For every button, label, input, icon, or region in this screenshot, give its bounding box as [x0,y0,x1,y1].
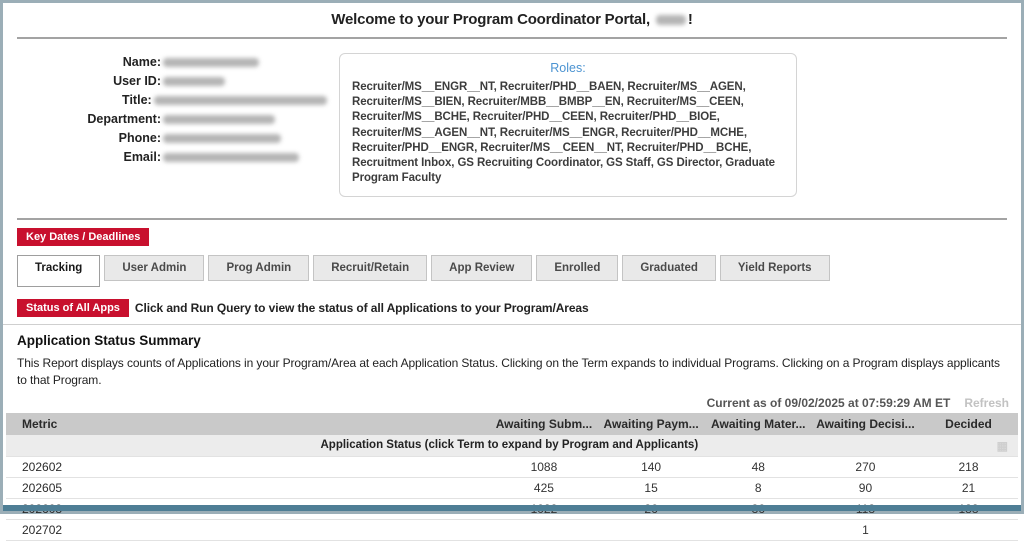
cell-value: 1 [812,519,919,540]
table-row [6,456,1018,477]
profile-row-department [55,110,327,129]
table-row [6,477,1018,498]
profile-row-phone [55,129,327,148]
redacted-userid-value [163,77,225,86]
phone-label: Phone: [118,131,161,145]
term-202605-link[interactable]: 202605 [6,477,490,498]
profile-row-userid [55,72,327,91]
roles-list: Recruiter/MS__ENGR__NT, Recruiter/PHD__BAEN, Recruiter/MS__AGEN, Recruiter/MS__BIEN, Recruiter/MBB__BMBP__EN, Recruiter/MS__CEEN, Recruiter/MS__BCHE, Recruiter/PHD__CEEN, Recruiter/PHD__BIOE, Recruiter/MS__AGEN__NT, Recruiter/MS__ENGR, Recruiter/PHD__MCHE, Recruiter/PHD__ENGR, Recruiter/MS__CEEN__NT, Recruiter/PHD__BCHE, Recruitment Inbox, GS Recruiting Coordinator, GS Staff, GS Director, Graduate Program Faculty [352,81,775,185]
cell-value: 218 [919,456,1018,477]
status-of-all-apps-button[interactable]: Status of All Apps [17,299,129,317]
tab-prog-admin[interactable]: Prog Admin [208,255,309,281]
application-status-section-label [6,435,1018,456]
profile-row-title [55,91,327,110]
col-awaiting-payment: Awaiting Paym... [598,413,705,435]
profile-row-name [55,53,327,72]
tab-recruit-retain[interactable]: Recruit/Retain [313,255,427,281]
refresh-link[interactable]: Refresh [964,396,1009,411]
tab-tracking[interactable]: Tracking [17,255,100,287]
status-of-all-apps-row [17,299,1021,317]
tab-bar [17,255,1021,290]
report-description: This Report displays counts of Applications in your Program/Area at each Application Status. Clicking on the Term expands to individual Programs. Clicking on a Program displays applicants to that Program. [17,356,1000,387]
tab-yield-reports[interactable]: Yield Reports [720,255,830,281]
term-202702-link[interactable]: 202702 [6,519,490,540]
cell-value [490,519,597,540]
cell-value: 425 [490,477,597,498]
redacted-name-value [163,58,259,67]
current-as-of-timestamp: Current as of 09/02/2025 at 07:59:29 AM ET [706,396,951,411]
tab-enrolled[interactable]: Enrolled [536,255,618,281]
section-label-text: Application Status (click Term to expand by Program and Applicants) [320,438,699,451]
email-label: Email: [123,150,161,164]
cell-value: 1088 [490,456,597,477]
redacted-email-value [163,153,299,162]
grid-icon[interactable]: ▦ [996,438,1008,453]
tab-user-admin[interactable]: User Admin [104,255,204,281]
col-decided: Decided [919,413,1018,435]
cell-value: 270 [812,456,919,477]
page-title-exclaim: ! [687,11,693,28]
redacted-title-value [154,96,327,105]
user-info-section [55,53,1021,197]
refresh-row [17,396,1009,410]
cell-value: 140 [598,456,705,477]
profile-fields [55,53,327,197]
application-status-summary-title: Application Status Summary [17,333,201,349]
cell-value: 15 [598,477,705,498]
cell-value: 8 [705,477,812,498]
cell-value [598,519,705,540]
status-divider [3,324,1021,325]
cell-value: 48 [705,456,812,477]
page-title-text: Welcome to your Program Coordinator Portal, [331,11,650,28]
page-title [3,3,1021,28]
section-divider [17,218,1007,220]
key-dates-deadlines-button[interactable]: Key Dates / Deadlines [17,228,149,246]
cell-value: 21 [919,477,1018,498]
status-of-all-apps-hint: Click and Run Query to view the status of all Applications to your Program/Areas [134,301,589,316]
tab-app-review[interactable]: App Review [431,255,532,281]
userid-label: User ID: [113,74,161,88]
roles-heading: Roles: [550,61,586,75]
table-row [6,519,1018,540]
application-status-table [6,413,1018,541]
footer-bar [3,505,1021,511]
section-header-row [6,435,1018,456]
table-header-row [6,413,1018,435]
profile-row-email [55,148,327,167]
col-awaiting-materials: Awaiting Mater... [705,413,812,435]
col-awaiting-submission: Awaiting Subm... [490,413,597,435]
header-divider [17,37,1007,39]
redacted-user-name [656,15,686,25]
department-label: Department: [87,112,161,126]
col-metric: Metric [6,413,490,435]
redacted-phone-value [163,134,281,143]
cell-value [705,519,812,540]
col-awaiting-decision: Awaiting Decisi... [812,413,919,435]
cell-value [919,519,1018,540]
term-202602-link[interactable]: 202602 [6,456,490,477]
title-label: Title: [122,93,152,107]
roles-box [339,53,797,197]
tab-graduated[interactable]: Graduated [622,255,716,281]
cell-value: 90 [812,477,919,498]
redacted-department-value [163,115,275,124]
name-label: Name: [122,55,161,69]
